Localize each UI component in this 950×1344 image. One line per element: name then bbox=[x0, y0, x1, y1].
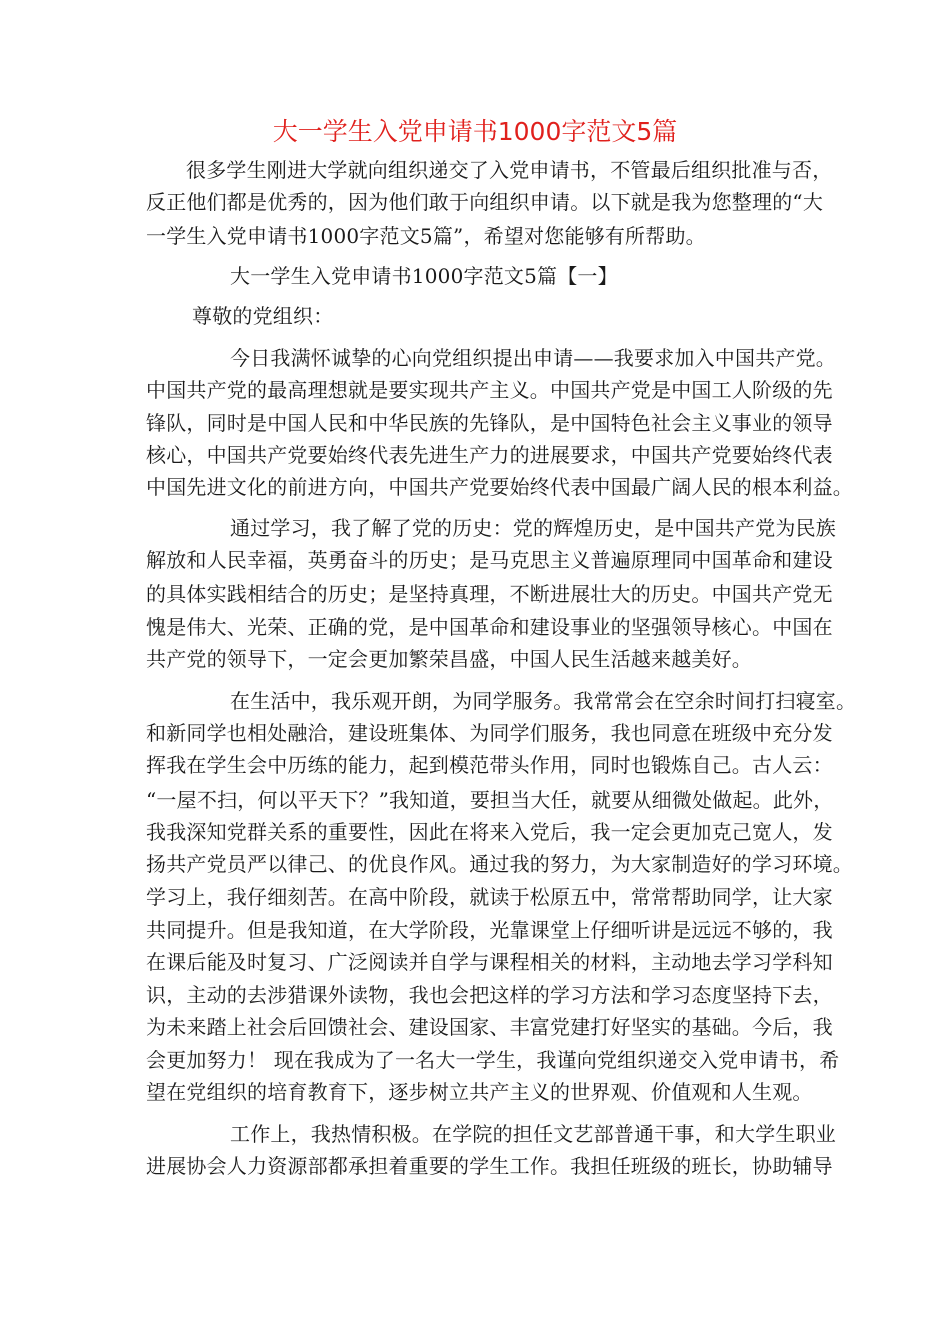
paragraph-line: 的具体实践相结合的历史；是坚持真理，不断进展壮大的历史。中国共产党无 bbox=[146, 582, 833, 606]
salutation: 尊敬的党组织： bbox=[192, 304, 334, 328]
paragraph-line: 我我深知党群关系的重要性，因此在将来入党后，我一定会更加克己宽人，发 bbox=[146, 820, 833, 844]
paragraph-line: 会更加努力！ 现在我成为了一名大一学生，我谨向党组织递交入党申请书，希 bbox=[146, 1048, 840, 1072]
paragraph-line: 扬共产党员严以律己、的优良作风。通过我的努力，为大家制造好的学习环境。 bbox=[146, 852, 853, 876]
paragraph-line: 挥我在学生会中历练的能力，起到模范带头作用，同时也锻炼自己。古人云： bbox=[146, 753, 833, 777]
paragraph-line: 学习上，我仔细刻苦。在高中阶段，就读于松原五中，常常帮助同学，让大家 bbox=[146, 885, 833, 909]
paragraph-line: 一学生入党申请书1000字范文5篇”，希望对您能够有所帮助。 bbox=[146, 224, 706, 248]
paragraph-line: 共同提升。但是我知道，在大学阶段，光靠课堂上仔细听讲是远远不够的，我 bbox=[146, 918, 833, 942]
paragraph-line: 中国先进文化的前进方向，中国共产党要始终代表中国最广阔人民的根本利益。 bbox=[146, 475, 853, 499]
paragraph-line: 很多学生刚进大学就向组织递交了入党申请书，不管最后组织批准与否， bbox=[186, 158, 833, 182]
paragraph-line: 共产党的领导下，一定会更加繁荣昌盛，中国人民生活越来越美好。 bbox=[146, 647, 752, 671]
paragraph-line: 锋队，同时是中国人民和中华民族的先锋队，是中国特色社会主义事业的领导 bbox=[146, 411, 833, 435]
paragraph-line: 通过学习，我了解了党的历史：党的辉煌历史，是中国共产党为民族 bbox=[230, 516, 836, 540]
section-heading: 大一学生入党申请书1000字范文5篇【一】 bbox=[230, 264, 618, 288]
paragraph-line: 识，主动的去涉猎课外读物，我也会把这样的学习方法和学习态度坚持下去， bbox=[146, 983, 833, 1007]
paragraph-line: 为未来踏上社会后回馈社会、建设国家、丰富党建打好坚实的基础。今后，我 bbox=[146, 1015, 833, 1039]
paragraph-line: 在生活中，我乐观开朗，为同学服务。我常常会在空余时间打扫寝室。 bbox=[230, 689, 857, 713]
paragraph-line: 愧是伟大、光荣、正确的党，是中国革命和建设事业的坚强领导核心。中国在 bbox=[146, 615, 833, 639]
paragraph-line: 反正他们都是优秀的，因为他们敢于向组织申请。以下就是我为您整理的“大 bbox=[146, 190, 824, 214]
paragraph-line: 今日我满怀诚挚的心向党组织提出申请——我要求加入中国共产党。 bbox=[230, 346, 836, 370]
paragraph-line: 解放和人民幸福，英勇奋斗的历史；是马克思主义普遍原理同中国革命和建设 bbox=[146, 548, 833, 572]
paragraph-line: “一屋不扫，何以平天下？”我知道，要担当大任，就要从细微处做起。此外， bbox=[146, 788, 834, 812]
paragraph-line: 望在党组织的培育教育下，逐步树立共产主义的世界观、价值观和人生观。 bbox=[146, 1080, 813, 1104]
document-title: 大一学生入党申请书1000字范文5篇 bbox=[272, 117, 678, 146]
paragraph-line: 核心，中国共产党要始终代表先进生产力的进展要求，中国共产党要始终代表 bbox=[146, 443, 833, 467]
paragraph-line: 中国共产党的最高理想就是要实现共产主义。中国共产党是中国工人阶级的先 bbox=[146, 378, 833, 402]
paragraph-line: 进展协会人力资源部都承担着重要的学生工作。我担任班级的班长，协助辅导 bbox=[146, 1154, 833, 1178]
paragraph-line: 在课后能及时复习、广泛阅读并自学与课程相关的材料，主动地去学习学科知 bbox=[146, 950, 833, 974]
paragraph-line: 和新同学也相处融洽，建设班集体、为同学们服务，我也同意在班级中充分发 bbox=[146, 721, 833, 745]
paragraph-line: 工作上，我热情积极。在学院的担任文艺部普通干事，和大学生职业 bbox=[230, 1122, 836, 1146]
